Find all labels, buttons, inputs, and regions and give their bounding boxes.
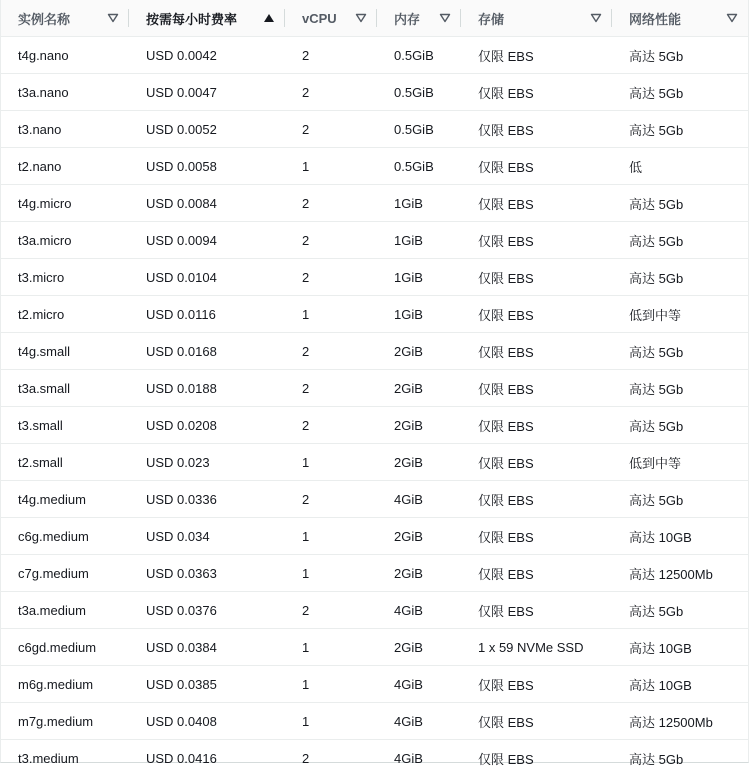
cell-network-performance: 低到中等: [612, 444, 748, 481]
column-on-demand-hourly-rate-header[interactable]: [129, 0, 285, 37]
cell-storage: 仅限 EBS: [461, 555, 612, 592]
cell-vcpu: 1: [285, 296, 377, 333]
cell-storage: 仅限 EBS: [461, 370, 612, 407]
cell-instance-name: t2.micro: [1, 296, 129, 333]
cell-storage: 仅限 EBS: [461, 740, 612, 776]
cell-memory: 2GiB: [377, 333, 461, 370]
cell-instance-name: t3a.small: [1, 370, 129, 407]
cell-memory: 0.5GiB: [377, 74, 461, 111]
cell-storage: 仅限 EBS: [461, 37, 612, 74]
cell-storage: 仅限 EBS: [461, 296, 612, 333]
cell-network-performance: 高达 5Gb: [612, 222, 748, 259]
table-row[interactable]: [1, 592, 748, 629]
table-row[interactable]: [1, 444, 748, 481]
cell-storage: 1 x 59 NVMe SSD: [461, 629, 612, 666]
cell-instance-name: t4g.small: [1, 333, 129, 370]
cell-storage: 仅限 EBS: [461, 407, 612, 444]
cell-instance-name: c6gd.medium: [1, 629, 129, 666]
cell-storage: 仅限 EBS: [461, 592, 612, 629]
column-memory-header-inner: [377, 0, 461, 36]
column-instance-name-label: 实例名称: [18, 9, 107, 28]
cell-hourly-rate: USD 0.0385: [129, 666, 285, 703]
cell-storage: 仅限 EBS: [461, 481, 612, 518]
cell-network-performance: 高达 5Gb: [612, 407, 748, 444]
cell-instance-name: c6g.medium: [1, 518, 129, 555]
cell-hourly-rate: USD 0.0336: [129, 481, 285, 518]
cell-network-performance: 高达 5Gb: [612, 74, 748, 111]
cell-instance-name: t2.nano: [1, 148, 129, 185]
sort-descending-icon[interactable]: [726, 12, 738, 24]
cell-hourly-rate: USD 0.0208: [129, 407, 285, 444]
cell-network-performance: 高达 5Gb: [612, 111, 748, 148]
sort-descending-icon[interactable]: [355, 12, 367, 24]
cell-vcpu: 2: [285, 592, 377, 629]
column-vcpu-header-inner: [285, 0, 377, 36]
cell-vcpu: 1: [285, 518, 377, 555]
table-row[interactable]: [1, 222, 748, 259]
cell-hourly-rate: USD 0.0384: [129, 629, 285, 666]
cell-vcpu: 1: [285, 666, 377, 703]
cell-hourly-rate: USD 0.034: [129, 518, 285, 555]
cell-hourly-rate: USD 0.0116: [129, 296, 285, 333]
cell-hourly-rate: USD 0.0363: [129, 555, 285, 592]
cell-instance-name: t4g.medium: [1, 481, 129, 518]
header-row: [1, 0, 748, 37]
cell-network-performance: 低: [612, 148, 748, 185]
column-storage-header-inner: [461, 0, 612, 36]
cell-hourly-rate: USD 0.023: [129, 444, 285, 481]
cell-memory: 2GiB: [377, 370, 461, 407]
cell-memory: 2GiB: [377, 629, 461, 666]
cell-network-performance: 低到中等: [612, 296, 748, 333]
cell-instance-name: t3a.micro: [1, 222, 129, 259]
cell-vcpu: 2: [285, 481, 377, 518]
cell-vcpu: 2: [285, 37, 377, 74]
cell-hourly-rate: USD 0.0168: [129, 333, 285, 370]
cell-vcpu: 2: [285, 259, 377, 296]
cell-vcpu: 1: [285, 148, 377, 185]
cell-hourly-rate: USD 0.0042: [129, 37, 285, 74]
cell-hourly-rate: USD 0.0416: [129, 740, 285, 776]
cell-storage: 仅限 EBS: [461, 703, 612, 740]
column-network-performance-label: 网络性能: [629, 9, 726, 28]
column-network-performance-header-inner: [612, 0, 748, 36]
cell-vcpu: 2: [285, 185, 377, 222]
sort-descending-icon[interactable]: [107, 12, 119, 24]
cell-vcpu: 1: [285, 444, 377, 481]
cell-memory: 2GiB: [377, 555, 461, 592]
cell-vcpu: 2: [285, 407, 377, 444]
cell-instance-name: t3.nano: [1, 111, 129, 148]
cell-memory: 1GiB: [377, 296, 461, 333]
cell-instance-name: t3.small: [1, 407, 129, 444]
table-row[interactable]: [1, 111, 748, 148]
cell-vcpu: 2: [285, 740, 377, 776]
table-body: [1, 37, 748, 776]
cell-instance-name: m6g.medium: [1, 666, 129, 703]
cell-network-performance: 高达 5Gb: [612, 37, 748, 74]
column-storage-header[interactable]: [461, 0, 612, 37]
cell-memory: 1GiB: [377, 259, 461, 296]
cell-hourly-rate: USD 0.0058: [129, 148, 285, 185]
cell-storage: 仅限 EBS: [461, 444, 612, 481]
cell-storage: 仅限 EBS: [461, 259, 612, 296]
column-on-demand-hourly-rate-header-inner: [129, 0, 285, 36]
cell-hourly-rate: USD 0.0052: [129, 111, 285, 148]
cell-memory: 4GiB: [377, 481, 461, 518]
cell-vcpu: 2: [285, 74, 377, 111]
cell-memory: 2GiB: [377, 407, 461, 444]
column-memory-header[interactable]: [377, 0, 461, 37]
table-row[interactable]: [1, 296, 748, 333]
cell-storage: 仅限 EBS: [461, 111, 612, 148]
cell-storage: 仅限 EBS: [461, 148, 612, 185]
table-row[interactable]: [1, 666, 748, 703]
cell-instance-name: t3a.nano: [1, 74, 129, 111]
cell-network-performance: 高达 5Gb: [612, 481, 748, 518]
cell-hourly-rate: USD 0.0084: [129, 185, 285, 222]
table-row[interactable]: [1, 703, 748, 740]
cell-network-performance: 高达 12500Mb: [612, 703, 748, 740]
cell-instance-name: t3a.medium: [1, 592, 129, 629]
table-row[interactable]: [1, 37, 748, 74]
cell-storage: 仅限 EBS: [461, 74, 612, 111]
table-row[interactable]: [1, 370, 748, 407]
cell-hourly-rate: USD 0.0188: [129, 370, 285, 407]
cell-memory: 0.5GiB: [377, 148, 461, 185]
cell-storage: 仅限 EBS: [461, 518, 612, 555]
column-instance-name-header-inner: [1, 0, 129, 36]
table-row[interactable]: [1, 629, 748, 666]
cell-instance-name: t2.small: [1, 444, 129, 481]
cell-instance-name: t4g.nano: [1, 37, 129, 74]
column-storage-label: 存储: [478, 9, 590, 28]
table-row[interactable]: [1, 148, 748, 185]
sort-descending-icon[interactable]: [590, 12, 602, 24]
cell-storage: 仅限 EBS: [461, 222, 612, 259]
column-vcpu-label: vCPU: [302, 11, 355, 26]
cell-network-performance: 高达 5Gb: [612, 333, 748, 370]
cell-hourly-rate: USD 0.0408: [129, 703, 285, 740]
column-instance-name-header[interactable]: [1, 0, 129, 37]
cell-vcpu: 2: [285, 111, 377, 148]
cell-instance-name: c7g.medium: [1, 555, 129, 592]
cell-memory: 2GiB: [377, 444, 461, 481]
table-row[interactable]: [1, 518, 748, 555]
cell-vcpu: 1: [285, 555, 377, 592]
cell-vcpu: 2: [285, 333, 377, 370]
instance-pricing-table: [1, 0, 748, 776]
cell-memory: 4GiB: [377, 666, 461, 703]
table-header: [1, 0, 748, 37]
cell-memory: 2GiB: [377, 518, 461, 555]
cell-instance-name: t3.micro: [1, 259, 129, 296]
cell-memory: 0.5GiB: [377, 37, 461, 74]
cell-hourly-rate: USD 0.0376: [129, 592, 285, 629]
table-row[interactable]: [1, 185, 748, 222]
cell-memory: 1GiB: [377, 222, 461, 259]
cell-memory: 0.5GiB: [377, 111, 461, 148]
table-row[interactable]: [1, 555, 748, 592]
cell-network-performance: 高达 10GB: [612, 629, 748, 666]
cell-memory: 4GiB: [377, 740, 461, 776]
column-network-performance-header[interactable]: [612, 0, 748, 37]
cell-network-performance: 高达 12500Mb: [612, 555, 748, 592]
cell-memory: 4GiB: [377, 703, 461, 740]
table-row[interactable]: [1, 481, 748, 518]
cell-storage: 仅限 EBS: [461, 185, 612, 222]
table-row[interactable]: [1, 740, 748, 776]
cell-network-performance: 高达 10GB: [612, 518, 748, 555]
cell-hourly-rate: USD 0.0094: [129, 222, 285, 259]
cell-vcpu: 1: [285, 703, 377, 740]
cell-network-performance: 高达 5Gb: [612, 740, 748, 776]
column-on-demand-hourly-rate-label: 按需每小时费率: [146, 9, 263, 28]
cell-instance-name: t3.medium: [1, 740, 129, 776]
cell-storage: 仅限 EBS: [461, 666, 612, 703]
table-row[interactable]: [1, 333, 748, 370]
sort-ascending-icon[interactable]: [263, 12, 275, 24]
cell-network-performance: 高达 10GB: [612, 666, 748, 703]
cell-vcpu: 2: [285, 222, 377, 259]
cell-vcpu: 2: [285, 370, 377, 407]
cell-vcpu: 1: [285, 629, 377, 666]
cell-network-performance: 高达 5Gb: [612, 259, 748, 296]
table-row[interactable]: [1, 259, 748, 296]
column-vcpu-header[interactable]: [285, 0, 377, 37]
cell-storage: 仅限 EBS: [461, 333, 612, 370]
sort-descending-icon[interactable]: [439, 12, 451, 24]
cell-network-performance: 高达 5Gb: [612, 370, 748, 407]
table-row[interactable]: [1, 407, 748, 444]
cell-hourly-rate: USD 0.0047: [129, 74, 285, 111]
cell-network-performance: 高达 5Gb: [612, 592, 748, 629]
cell-memory: 1GiB: [377, 185, 461, 222]
cell-instance-name: t4g.micro: [1, 185, 129, 222]
cell-network-performance: 高达 5Gb: [612, 185, 748, 222]
cell-hourly-rate: USD 0.0104: [129, 259, 285, 296]
column-memory-label: 内存: [394, 9, 439, 28]
table-row[interactable]: [1, 74, 748, 111]
cell-instance-name: m7g.medium: [1, 703, 129, 740]
cell-memory: 4GiB: [377, 592, 461, 629]
